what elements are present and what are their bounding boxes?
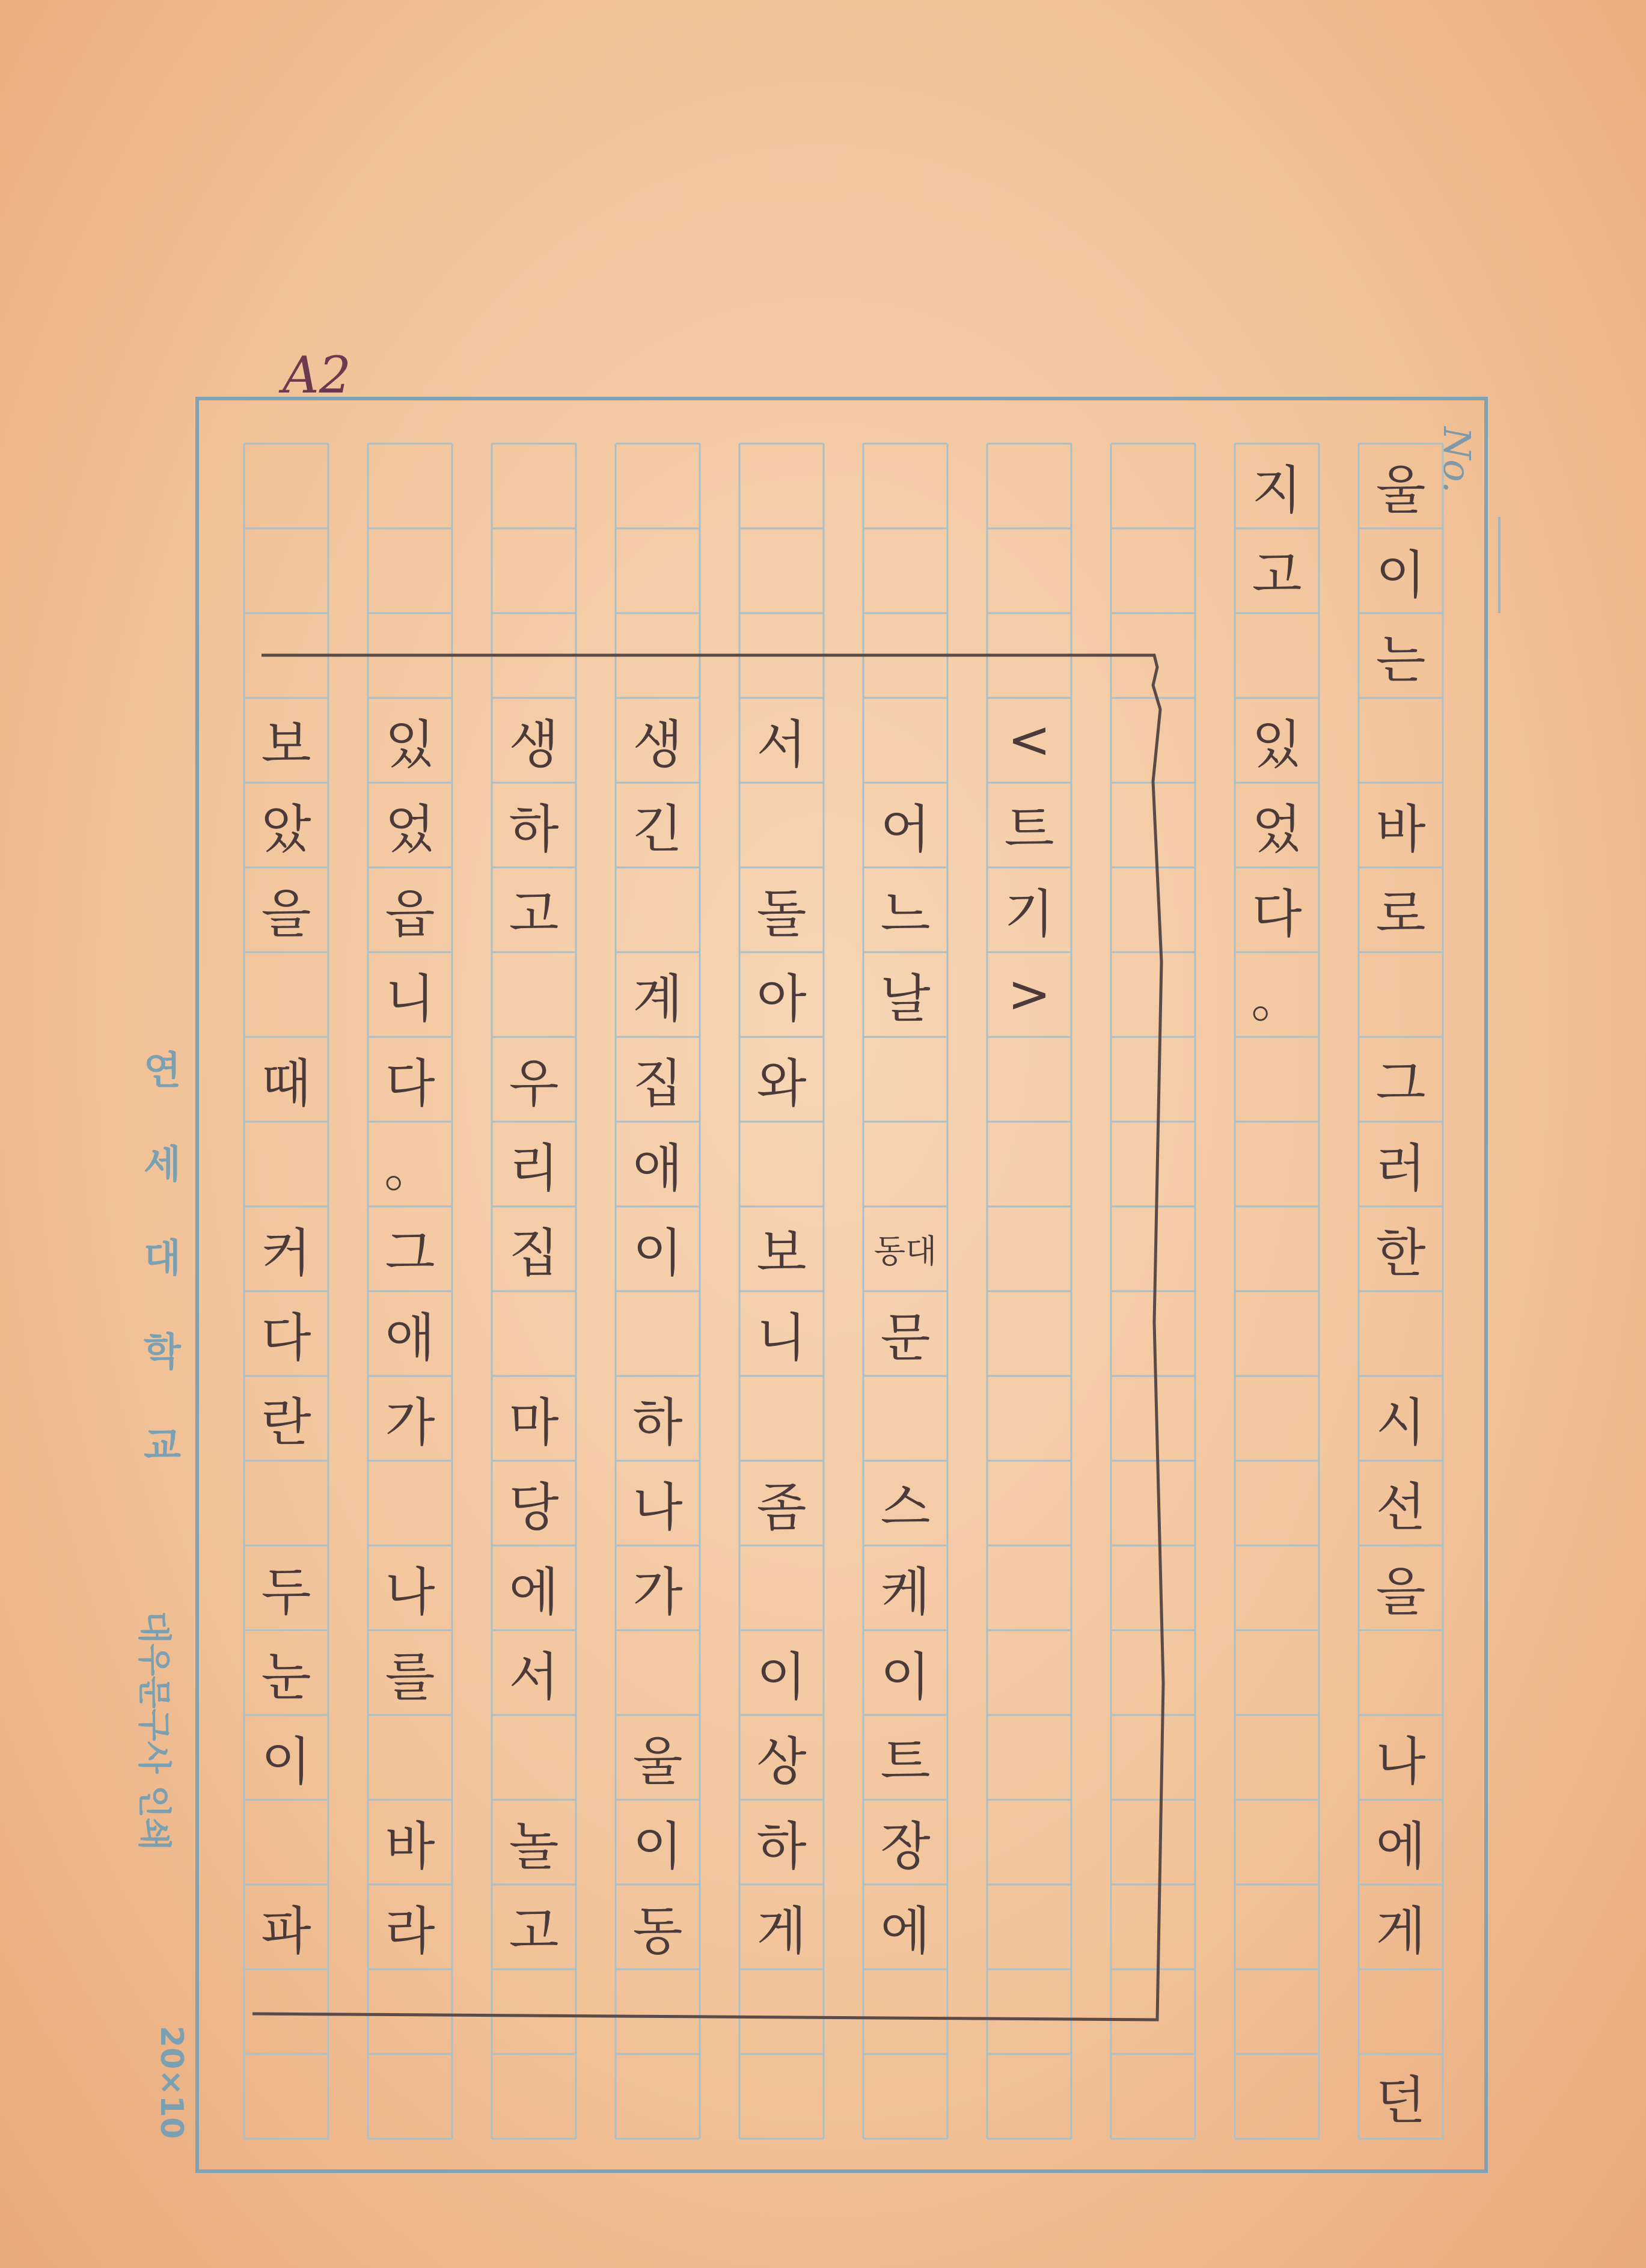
manuscript-cell: 기 [1004, 884, 1054, 944]
manuscript-cell: 하 [756, 1817, 807, 1877]
manuscript-cell: 시 [1375, 1393, 1426, 1453]
manuscript-cell: 을 [1375, 1562, 1426, 1622]
manuscript-cell: 있 [385, 715, 435, 775]
printer-label: 대우문구사 인쇄 [134, 1611, 173, 1851]
manuscript-cell: 게 [756, 1901, 807, 1961]
manuscript-cell: 나 [385, 1562, 435, 1622]
manuscript-cell: 그 [385, 1223, 435, 1283]
manuscript-cell: 당 [509, 1478, 559, 1538]
manuscript-cell: 리 [509, 1139, 559, 1199]
school-name-char: 대 [144, 1236, 181, 1281]
manuscript-cell: 두 [261, 1562, 311, 1622]
manuscript-cell: 울 [1375, 460, 1426, 521]
manuscript-cell: 었 [385, 799, 435, 860]
manuscript-cell: 트 [1004, 799, 1054, 860]
manuscript-cell: 었 [1252, 799, 1302, 860]
school-name-char: 학 [144, 1330, 181, 1375]
manuscript-cell: 커 [261, 1223, 311, 1283]
manuscript-cell: 를 [385, 1647, 435, 1707]
manuscript-cell: 와 [756, 1054, 807, 1114]
manuscript-cell: 이 [261, 1732, 311, 1792]
manuscript-cell: 고 [509, 1901, 559, 1961]
manuscript-cell: 긴 [632, 799, 683, 860]
manuscript-cell: 。 [384, 1139, 436, 1199]
manuscript-cell: 라 [385, 1901, 435, 1961]
manuscript-cell: 집 [632, 1054, 683, 1114]
manuscript-cell: 이 [632, 1223, 683, 1283]
manuscript-cell: 는 [1375, 630, 1426, 690]
manuscript-cell: 어 [880, 799, 931, 860]
manuscript-cell: 한 [1375, 1223, 1426, 1283]
sheet-size-label: 20×10 [153, 2026, 189, 2139]
manuscript-cell: 던 [1375, 2071, 1426, 2131]
manuscript-cell: 울 [632, 1732, 683, 1792]
manuscript-cell: 아 [756, 969, 807, 1029]
page-number: A2 [283, 346, 352, 405]
manuscript-cell: 나 [632, 1478, 683, 1538]
manuscript-cell: 지 [1252, 460, 1302, 521]
school-name-char: 세 [144, 1142, 181, 1187]
manuscript-cell: 이 [756, 1647, 807, 1707]
manuscript-cell: 니 [756, 1308, 807, 1368]
manuscript-cell: 다 [261, 1308, 311, 1368]
school-name-char: 교 [144, 1423, 181, 1469]
manuscript-cell: 문 [880, 1308, 931, 1368]
manuscript-cell: 계 [632, 969, 683, 1029]
school-name-char: 연 [144, 1048, 181, 1093]
manuscript-cell: 트 [880, 1732, 931, 1792]
manuscript-cell: 을 [261, 884, 311, 944]
manuscript-cell: 스 [880, 1478, 931, 1538]
manuscript-cell: 이 [1375, 545, 1426, 605]
manuscript-cell: 에 [509, 1562, 559, 1622]
manuscript-cell: 돌 [756, 884, 807, 944]
manuscript-cell: 에 [1375, 1817, 1426, 1877]
manuscript-cell: 날 [880, 969, 931, 1029]
manuscript-cell: 상 [756, 1732, 807, 1792]
no-label: No. [1435, 427, 1479, 494]
manuscript-cell: 애 [385, 1308, 435, 1368]
manuscript-cell: 우 [509, 1054, 559, 1114]
manuscript-cell: 하 [632, 1393, 683, 1453]
manuscript-cell: 이 [880, 1647, 931, 1707]
manuscript-cell: 바 [1375, 799, 1426, 860]
manuscript-cell: 그 [1375, 1054, 1426, 1114]
manuscript-cell: 서 [756, 715, 807, 775]
manuscript-cell: 하 [509, 799, 559, 860]
manuscript-cell: 에 [880, 1901, 931, 1961]
manuscript-cell: 파 [261, 1901, 311, 1961]
manuscript-cell: 이 [632, 1817, 683, 1877]
manuscript-cell: 동 [632, 1901, 683, 1961]
manuscript-cell: 았 [261, 799, 311, 860]
manuscript-cell: 눈 [261, 1647, 311, 1707]
manuscript-cell: 집 [509, 1223, 559, 1283]
manuscript-cell: 동대 [873, 1232, 937, 1270]
manuscript-cell: 가 [385, 1393, 435, 1453]
manuscript-cell: 마 [509, 1393, 559, 1453]
manuscript-cell: 느 [880, 884, 931, 944]
manuscript-cell: 애 [632, 1139, 683, 1199]
manuscript-cell: 로 [1375, 884, 1426, 944]
manuscript-cell: 읍 [385, 884, 435, 944]
manuscript-cell: 장 [880, 1817, 931, 1877]
manuscript-cell: < [1007, 710, 1051, 770]
manuscript-cell: 케 [880, 1562, 931, 1622]
manuscript-cell: 바 [385, 1817, 435, 1877]
manuscript-cell: 나 [1375, 1732, 1426, 1792]
manuscript-cell: 생 [632, 715, 683, 775]
manuscript-cell: > [1007, 964, 1051, 1024]
manuscript-cell: 생 [509, 715, 559, 775]
manuscript-cell: 좀 [756, 1478, 807, 1538]
school-name [129, 1040, 195, 1470]
manuscript-cell: 고 [509, 884, 559, 944]
manuscript-cell: 가 [632, 1562, 683, 1622]
manuscript-cell: 다 [385, 1054, 435, 1114]
manuscript-cell: 보 [756, 1223, 807, 1283]
manuscript-cell: 러 [1375, 1139, 1426, 1199]
manuscript-cell: 있 [1252, 715, 1302, 775]
manuscript-cell: 란 [261, 1393, 311, 1453]
manuscript-cell: 니 [385, 969, 435, 1029]
manuscript-cell: 보 [261, 715, 311, 775]
manuscript-cell: 고 [1252, 545, 1302, 605]
manuscript-cell: 놀 [509, 1817, 559, 1877]
manuscript-cell: 서 [509, 1647, 559, 1707]
manuscript-cell: 게 [1375, 1901, 1426, 1961]
manuscript-cell: 。 [1251, 969, 1303, 1029]
manuscript-cell: 때 [261, 1054, 311, 1114]
manuscript-cell: 선 [1375, 1478, 1426, 1538]
manuscript-cell: 다 [1252, 884, 1302, 944]
